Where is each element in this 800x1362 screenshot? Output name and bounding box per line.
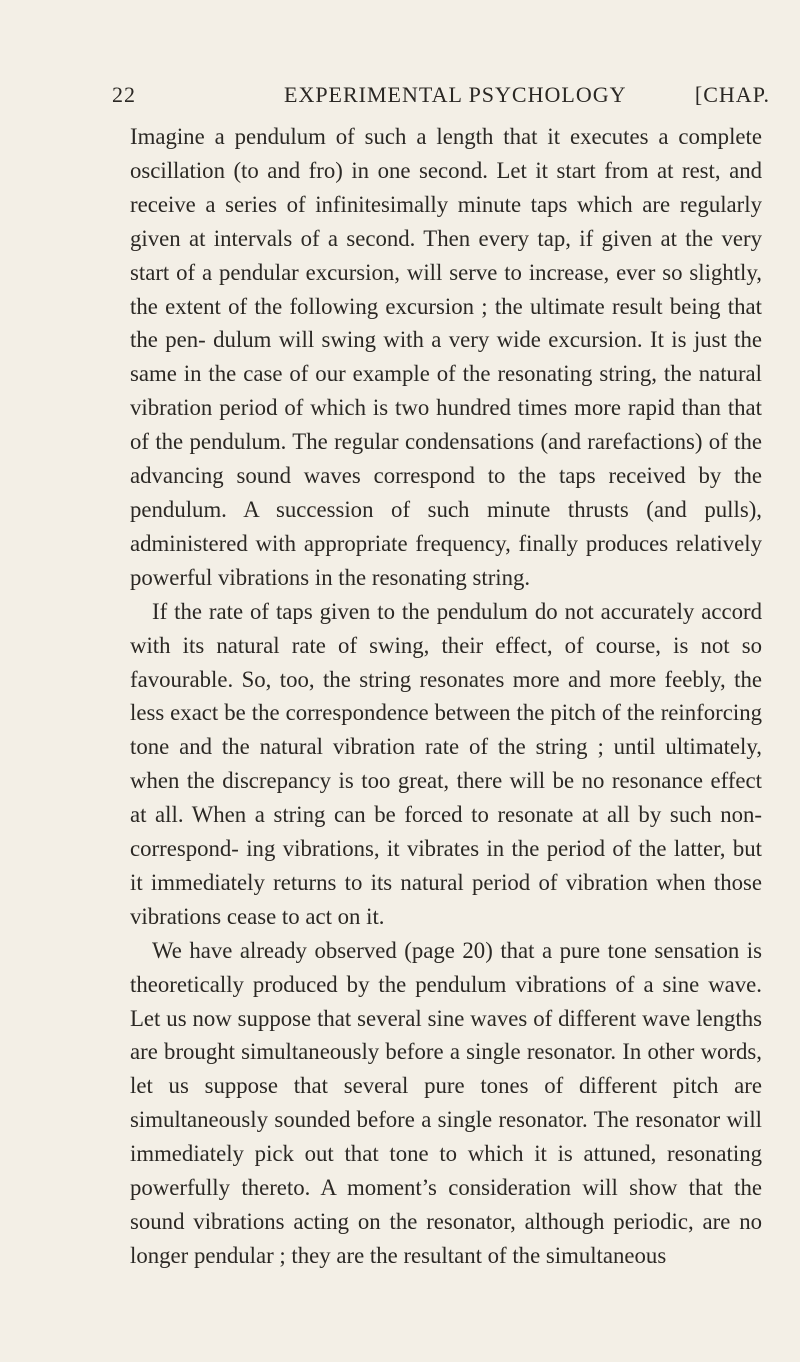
paragraph-rate-of-taps: If the rate of taps given to the pendulum do not accurately accord with its natural rate of swing, their effect, of course, is not so favourable. So, too, the string resonates more and more feebly, the less exact be the correspondence between the pitch of the reinforcing tone and the natural vibration rate of the string ; until ultimately, when the discrepancy is too great, there will be no resonance effect at all. When a string can be forced to resonate at all by such non-correspond- ing vibrations, it vibrates in the period of the latter, but it immediately returns to its natural period of vibration when those vibrations cease to act on it. bbox=[130, 598, 762, 929]
paragraph-pendulum: Imagine a pendulum of such a length that it executes a complete oscillation (to and fro) in one second. Let it start from at rest, and receive a series of infinitesimally minute taps which are regularly given at intervals of a second. Then every tap, if given at the very start of a pendular excursion, will serve to increase, ever so slightly, the extent of the following excursion ; the ultimate result being that the pen- dulum will swing with a very wide excursion. It is just the same in the case of our example of the resonating string, the natural vibration period of which is two hundred times more rapid than that of the pendulum. The regular condensations (and rarefactions) of the advancing sound waves correspond to the taps received by the pendulum. A succession of such minute thrusts (and pulls), administered with appropriate frequency, finally produces relatively powerful vibrations in the resonating string. bbox=[130, 124, 762, 590]
chapter-label: [CHAP. bbox=[694, 82, 770, 107]
body-text bbox=[130, 120, 762, 1273]
paragraph-sine-waves: We have already observed (page 20) that a pure tone sensation is theoretically produced by the pendulum vibrations of a sine wave. Let us now suppose that several sine waves of different wave lengths are brought simultaneously before a single resonator. In other words, let us suppose that several pure tones of different pitch are simultaneously sounded before a single resonator. The resonator will immediately pick out that tone to which it is attuned, resonating powerfully thereto. A moment’s consideration will show that the sound vibrations acting on the resonator, although periodic, are no longer pendular ; they are the resultant of the simultaneous bbox=[130, 937, 762, 1268]
running-head-title: EXPERIMENTAL PSYCHOLOGY bbox=[284, 82, 627, 107]
page-number: 22 bbox=[112, 82, 136, 107]
running-head bbox=[112, 82, 770, 110]
